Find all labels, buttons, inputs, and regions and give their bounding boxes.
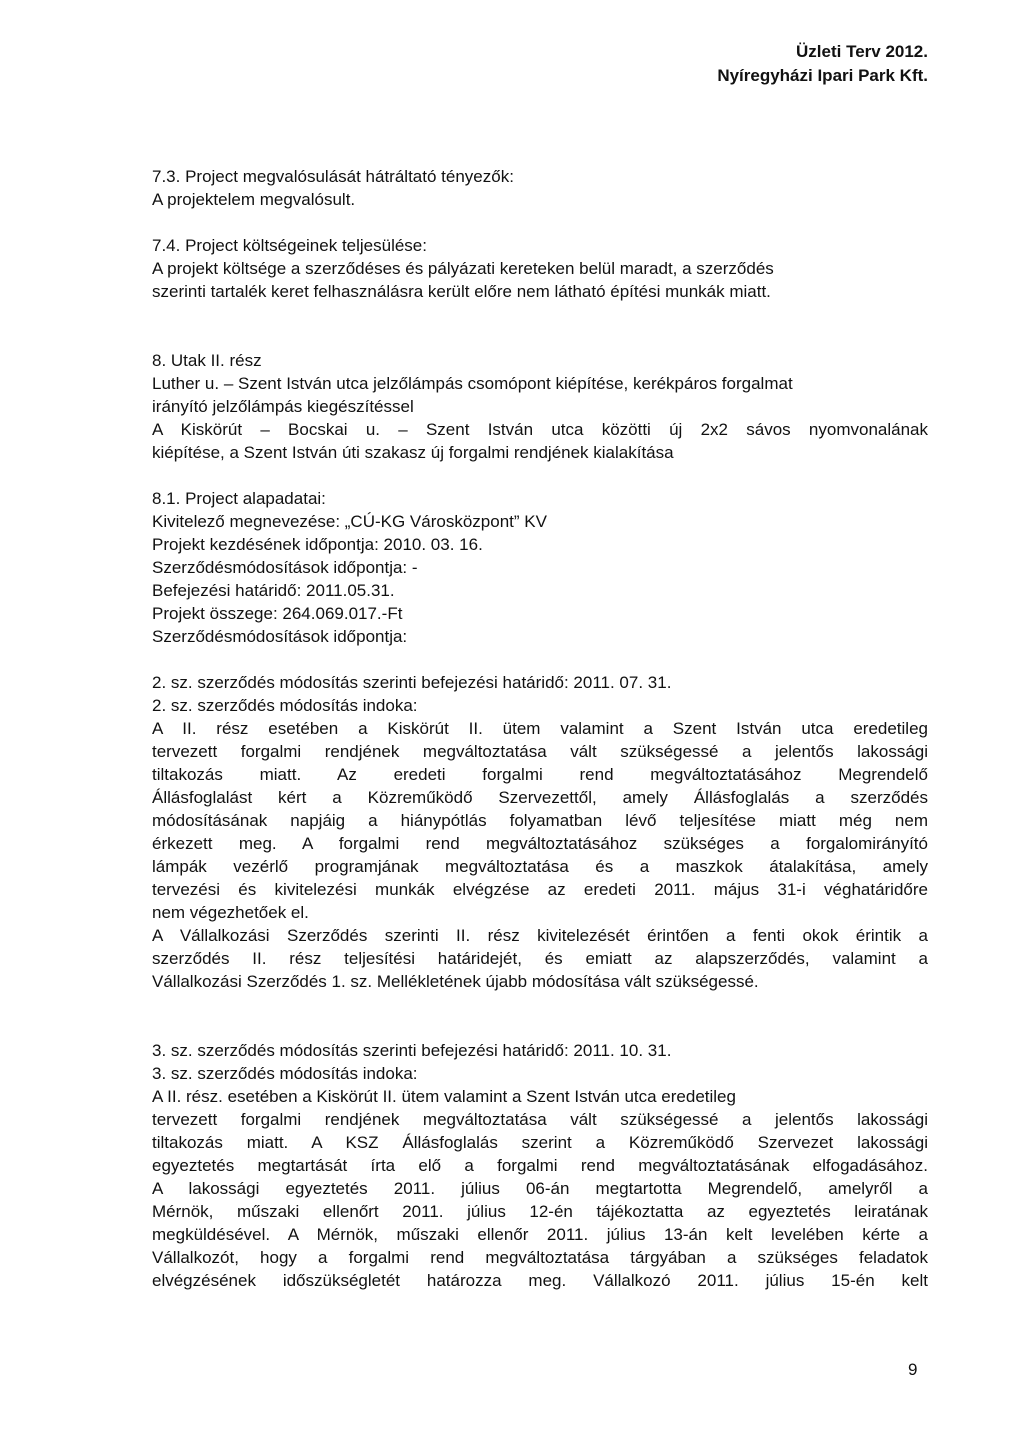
section-8-text-line: irányító jelzőlámpás kiegészítéssel	[152, 397, 414, 416]
mod2-reason-line: lámpák vezérlő programjának megváltoztatása és a maszkok átalakítása, amely	[152, 857, 928, 876]
mod3-deadline: 3. sz. szerződés módosítás szerinti befejezési határidő: 2011. 10. 31.	[152, 1041, 672, 1060]
mod2-deadline: 2. sz. szerződés módosítás szerinti befejezési határidő: 2011. 07. 31.	[152, 673, 672, 692]
section-8-1-heading: 8.1. Project alapadatai:	[152, 489, 326, 508]
mod2-reason-line: tervezett forgalmi rendjének megváltoztatása vált szükségessé a jelentős lakossági	[152, 742, 928, 761]
mod3-reason-line: Vállalkozót, hogy a forgalmi rend megváltoztatása tárgyában a szükséges feladatok	[152, 1248, 928, 1267]
mod2-reason-line: tervezési és kivitelezési munkák elvégzése az eredeti 2011. május 31-i véghatáridőre	[152, 880, 928, 899]
mod3-reason-line: egyeztetés megtartását írta elő a forgalmi rend megváltoztatásának elfogadásához.	[152, 1156, 928, 1175]
mod3-reason-line: tiltakozás miatt. A KSZ Állásfoglalás szerint a Közreműködő Szervezet lakossági	[152, 1133, 928, 1152]
document-body	[152, 165, 928, 1292]
section-7-4-heading: 7.4. Project költségeinek teljesülése:	[152, 236, 427, 255]
mod2-reason-line: nem végezhetőek el.	[152, 903, 309, 922]
section-7-4-text-line: A projekt költsége a szerződéses és pályázati kereteken belül maradt, a szerződés	[152, 259, 774, 278]
mod3-reason-line: A lakossági egyeztetés 2011. július 06-án megtartotta Megrendelő, amelyről a	[152, 1179, 928, 1198]
section-7-3-text: A projektelem megvalósult.	[152, 190, 356, 209]
mod2-reason-line: érkezett meg. A forgalmi rend megváltoztatásához szükséges a forgalomirányító	[152, 834, 928, 853]
section-7-3-heading: 7.3. Project megvalósulását hátráltató tényezők:	[152, 167, 514, 186]
mod3-reason-line: elvégzésének időszükségletét határozza meg. Vállalkozó 2011. július 15-én kelt	[152, 1271, 928, 1290]
project-data-item: Szerződésmódosítások időpontja:	[152, 627, 408, 646]
mod3-reason-line: Mérnök, műszaki ellenőrt 2011. július 12-én tájékoztatta az egyeztetés leiratának	[152, 1202, 928, 1221]
mod2-reason-line: A II. rész esetében a Kiskörút II. ütem valamint a Szent István utca eredetileg	[152, 719, 928, 738]
mod3-reason-line: tervezett forgalmi rendjének megváltoztatása vált szükségessé a jelentős lakossági	[152, 1110, 928, 1129]
section-7-4-text-line: szerinti tartalék keret felhasználásra került előre nem látható építési munkák miatt.	[152, 282, 771, 301]
section-8-text-line: Luther u. – Szent István utca jelzőlámpás csomópont kiépítése, kerékpáros forgalmat	[152, 374, 793, 393]
mod3-reason-line: megküldésével. A Mérnök, műszaki ellenőr 2011. július 13-án kelt levelében kérte a	[152, 1225, 928, 1244]
mod2-reason-line: szerződés II. rész teljesítési határidejét, és emiatt az alapszerződés, valamint a	[152, 949, 928, 968]
mod2-reason-heading: 2. sz. szerződés módosítás indoka:	[152, 696, 418, 715]
section-8-text-line: kiépítése, a Szent István úti szakasz új forgalmi rendjének kialakítása	[152, 443, 674, 462]
mod3-reason-heading: 3. sz. szerződés módosítás indoka:	[152, 1064, 418, 1083]
mod2-reason-line: Állásfoglalást kért a Közreműködő Szervezettől, amely Állásfoglalás a szerződés	[152, 788, 928, 807]
header-company: Nyíregyházi Ipari Park Kft.	[717, 66, 928, 85]
project-data-item: Projekt kezdésének időpontja: 2010. 03. 16.	[152, 535, 483, 554]
mod2-reason-line: tiltakozás miatt. Az eredeti forgalmi rend megváltoztatásához Megrendelő	[152, 765, 928, 784]
mod2-reason-line: A Vállalkozási Szerződés szerinti II. rész kivitelezését érintően a fenti okok érintik a	[152, 926, 928, 945]
project-data-item: Befejezési határidő: 2011.05.31.	[152, 581, 395, 600]
header-title: Üzleti Terv 2012.	[796, 42, 928, 61]
section-8-heading: 8. Utak II. rész	[152, 351, 262, 370]
section-8-text-line: A Kiskörút – Bocskai u. – Szent István utca közötti új 2x2 sávos nyomvonalának	[152, 420, 928, 439]
mod2-reason-line: Vállalkozási Szerződés 1. sz. Mellékletének újabb módosítása vált szükségessé.	[152, 972, 759, 991]
project-data-item: Kivitelező megnevezése: „CÚ-KG Városközpont” KV	[152, 512, 547, 531]
page-number: 9	[908, 1360, 918, 1379]
project-data-item: Projekt összege: 264.069.017.-Ft	[152, 604, 403, 623]
mod3-reason-line: A II. rész. esetében a Kiskörút II. ütem valamint a Szent István utca eredetileg	[152, 1087, 736, 1106]
page-header	[717, 40, 928, 88]
mod2-reason-line: módosításának napjáig a hiánypótlás folyamatban lévő teljesítése miatt még nem	[152, 811, 928, 830]
project-data-item: Szerződésmódosítások időpontja: -	[152, 558, 418, 577]
